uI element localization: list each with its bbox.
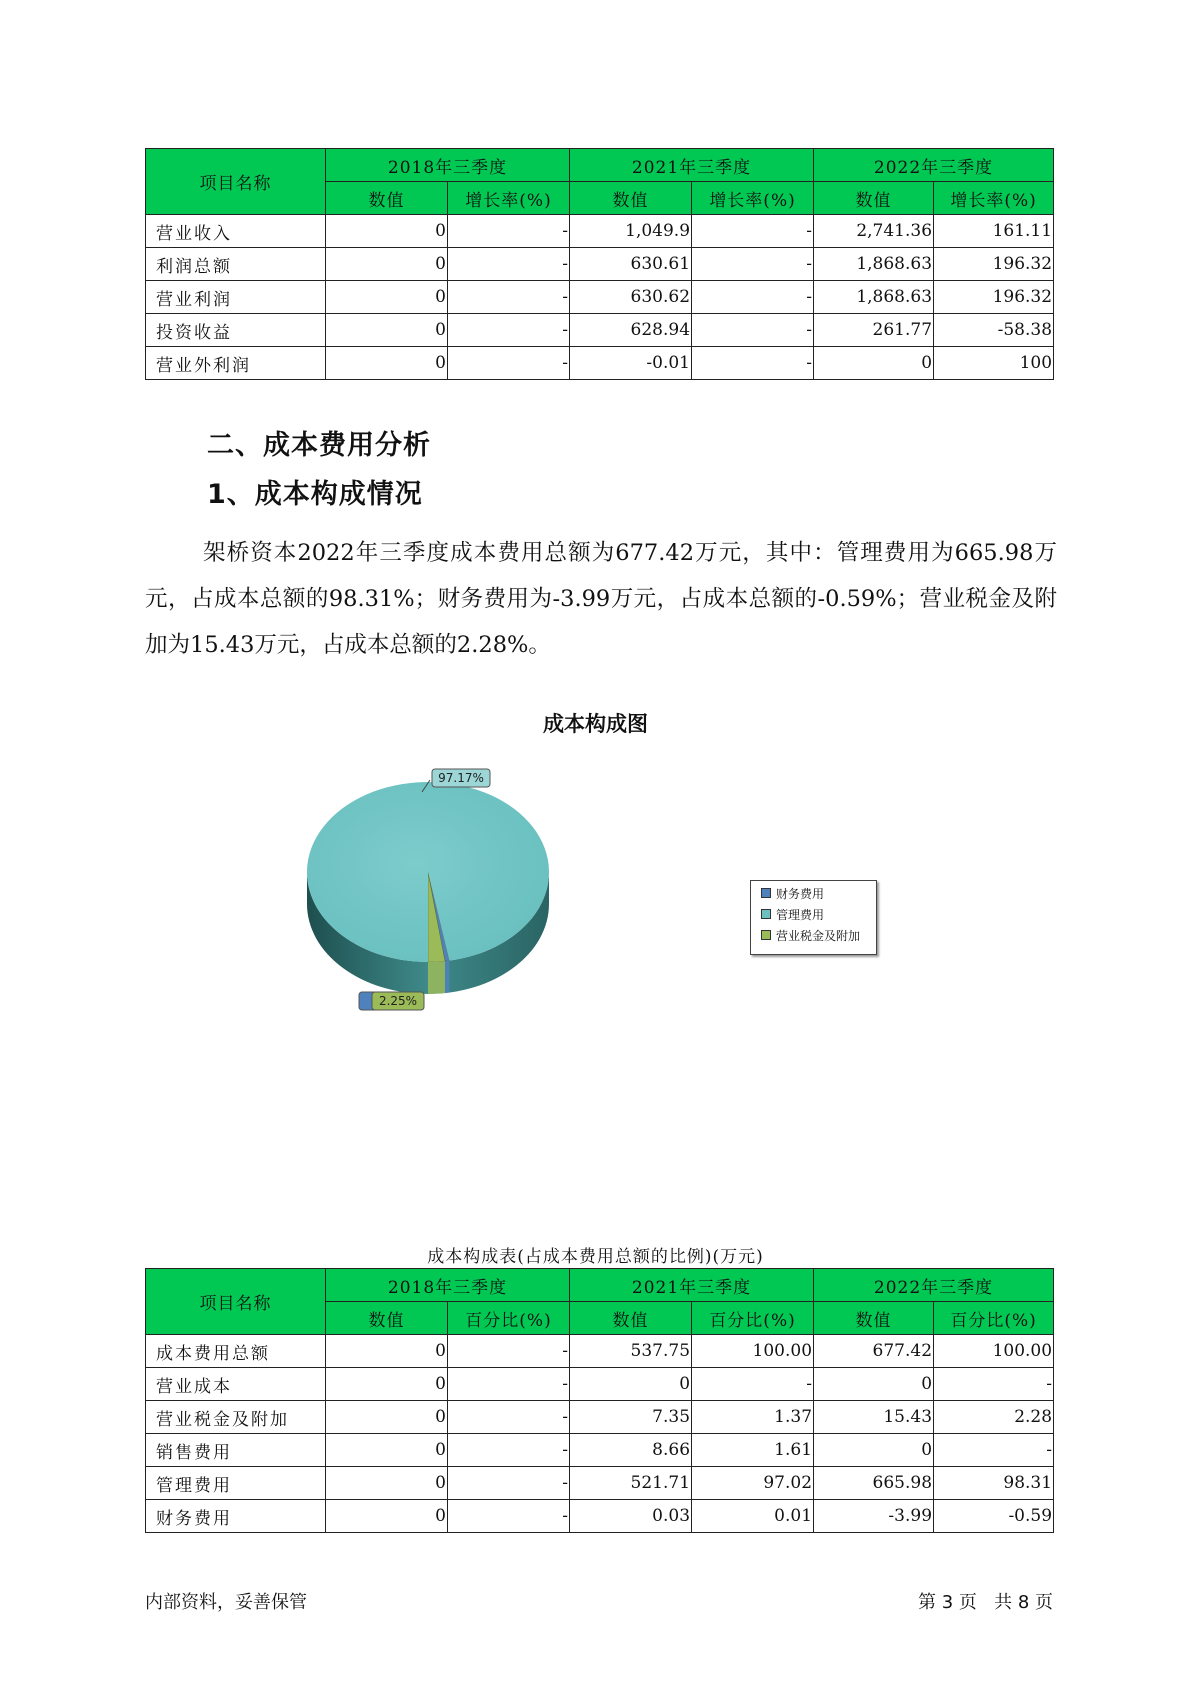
table-cell: - bbox=[448, 281, 570, 314]
table-cell: - bbox=[934, 1368, 1054, 1401]
table-cell: -0.01 bbox=[570, 347, 692, 380]
table-cell: 0 bbox=[326, 1467, 448, 1500]
table-cell: 8.66 bbox=[570, 1434, 692, 1467]
table-cell: 261.77 bbox=[814, 314, 934, 347]
table-cell: 0 bbox=[326, 1368, 448, 1401]
data-label: 2.25% bbox=[378, 994, 418, 1008]
row-label: 营业收入 bbox=[146, 215, 326, 248]
header-item-name: 项目名称 bbox=[146, 149, 326, 215]
table-cell: 665.98 bbox=[814, 1467, 934, 1500]
table-cell: 677.42 bbox=[814, 1335, 934, 1368]
table-cell: 2,741.36 bbox=[814, 215, 934, 248]
table-cell: 1,868.63 bbox=[814, 248, 934, 281]
header-pct: 百分比(%) bbox=[692, 1302, 814, 1335]
table-row bbox=[146, 215, 1054, 248]
table-cell: 2.28 bbox=[934, 1401, 1054, 1434]
legend-swatch bbox=[761, 909, 771, 919]
table-cell: 0 bbox=[326, 215, 448, 248]
footer-page-number: 第 3 页 共 8 页 bbox=[918, 1592, 1053, 1613]
table-row bbox=[146, 1467, 1054, 1500]
table-cell: - bbox=[448, 1368, 570, 1401]
row-label: 营业成本 bbox=[146, 1368, 326, 1401]
section-heading: 二、成本费用分析 bbox=[207, 430, 431, 461]
table-cell: - bbox=[448, 1401, 570, 1434]
table-row bbox=[146, 1335, 1054, 1368]
table-cell: 161.11 bbox=[934, 215, 1054, 248]
table-cell: 0 bbox=[326, 281, 448, 314]
row-label: 营业税金及附加 bbox=[146, 1401, 326, 1434]
header-period: 2021年三季度 bbox=[570, 1269, 814, 1302]
header-value: 数值 bbox=[326, 182, 448, 215]
cost-structure-table bbox=[145, 1268, 1054, 1533]
table-cell: 0.03 bbox=[570, 1500, 692, 1533]
table-cell: 0 bbox=[570, 1368, 692, 1401]
footer-confidential: 内部资料，妥善保管 bbox=[145, 1592, 307, 1613]
subsection-heading: 1、成本构成情况 bbox=[207, 479, 423, 510]
row-label: 营业外利润 bbox=[146, 347, 326, 380]
legend-label: 营业税金及附加 bbox=[776, 928, 861, 943]
legend-label: 管理费用 bbox=[776, 907, 825, 922]
table-cell: - bbox=[692, 314, 814, 347]
table-cell: - bbox=[448, 1434, 570, 1467]
table-cell: 97.02 bbox=[692, 1467, 814, 1500]
table-row bbox=[146, 1434, 1054, 1467]
table-cell: 98.31 bbox=[934, 1467, 1054, 1500]
table-cell: - bbox=[448, 248, 570, 281]
table-cell: 521.71 bbox=[570, 1467, 692, 1500]
header-value: 数值 bbox=[814, 1302, 934, 1335]
row-label: 利润总额 bbox=[146, 248, 326, 281]
pie-slice bbox=[307, 782, 549, 962]
table-cell: - bbox=[448, 314, 570, 347]
table-cell: 1.37 bbox=[692, 1401, 814, 1434]
table-cell: 196.32 bbox=[934, 248, 1054, 281]
header-period: 2022年三季度 bbox=[814, 1269, 1054, 1302]
table-cell: - bbox=[448, 1467, 570, 1500]
table-row bbox=[146, 281, 1054, 314]
summary-paragraph: 架桥资本2022年三季度成本费用总额为677.42万元，其中：管理费用为665.98万元，占成本总额的98.31%；财务费用为-3.99万元，占成本总额的-0.59%；营业税金及附加为15.43万元，占成本总额的2.28%。 bbox=[145, 540, 1057, 658]
pie-chart bbox=[0, 760, 1191, 1080]
legend-item bbox=[761, 905, 876, 923]
table-cell: -3.99 bbox=[814, 1500, 934, 1533]
chart-title: 成本构成图 bbox=[543, 712, 648, 736]
table-cell: - bbox=[448, 1335, 570, 1368]
table-cell: 0 bbox=[326, 1500, 448, 1533]
table-cell: 628.94 bbox=[570, 314, 692, 347]
legend-label: 财务费用 bbox=[776, 886, 825, 901]
table-row bbox=[146, 1401, 1054, 1434]
chart-legend bbox=[750, 880, 877, 955]
table-cell: 100 bbox=[934, 347, 1054, 380]
table-cell: -0.59 bbox=[934, 1500, 1054, 1533]
table-cell: -58.38 bbox=[934, 314, 1054, 347]
table-cell: - bbox=[448, 215, 570, 248]
row-label: 销售费用 bbox=[146, 1434, 326, 1467]
table-cell: - bbox=[448, 347, 570, 380]
table-cell: 0 bbox=[814, 347, 934, 380]
row-label: 财务费用 bbox=[146, 1500, 326, 1533]
table-cell: - bbox=[448, 1500, 570, 1533]
legend-item bbox=[761, 884, 876, 902]
table-row bbox=[146, 314, 1054, 347]
table-cell: 0 bbox=[326, 347, 448, 380]
table-cell: 0 bbox=[326, 314, 448, 347]
table-cell: 0 bbox=[326, 248, 448, 281]
row-label: 营业利润 bbox=[146, 281, 326, 314]
header-value: 数值 bbox=[570, 1302, 692, 1335]
table-cell: 1.61 bbox=[692, 1434, 814, 1467]
header-growth: 增长率(%) bbox=[692, 182, 814, 215]
financial-growth-table bbox=[145, 148, 1054, 380]
header-growth: 增长率(%) bbox=[934, 182, 1054, 215]
row-label: 管理费用 bbox=[146, 1467, 326, 1500]
table-caption: 成本构成表(占成本费用总额的比例)(万元) bbox=[427, 1247, 764, 1267]
data-label: 97.17% bbox=[438, 771, 484, 785]
header-item-name: 项目名称 bbox=[146, 1269, 326, 1335]
table-cell: - bbox=[692, 215, 814, 248]
header-period: 2018年三季度 bbox=[326, 149, 570, 182]
table-cell: 537.75 bbox=[570, 1335, 692, 1368]
row-label: 投资收益 bbox=[146, 314, 326, 347]
table-cell: 630.61 bbox=[570, 248, 692, 281]
table-cell: - bbox=[692, 347, 814, 380]
legend-swatch bbox=[761, 888, 771, 898]
table-row bbox=[146, 1500, 1054, 1533]
table-cell: 630.62 bbox=[570, 281, 692, 314]
row-label: 成本费用总额 bbox=[146, 1335, 326, 1368]
table-cell: 100.00 bbox=[692, 1335, 814, 1368]
header-period: 2022年三季度 bbox=[814, 149, 1054, 182]
legend-item bbox=[761, 926, 876, 944]
table-row bbox=[146, 248, 1054, 281]
header-period: 2021年三季度 bbox=[570, 149, 814, 182]
table-cell: 0.01 bbox=[692, 1500, 814, 1533]
header-value: 数值 bbox=[326, 1302, 448, 1335]
header-growth: 增长率(%) bbox=[448, 182, 570, 215]
table-cell: 1,868.63 bbox=[814, 281, 934, 314]
header-pct: 百分比(%) bbox=[448, 1302, 570, 1335]
table-cell: 0 bbox=[326, 1434, 448, 1467]
table-cell: 15.43 bbox=[814, 1401, 934, 1434]
table-cell: 0 bbox=[326, 1401, 448, 1434]
header-value: 数值 bbox=[570, 182, 692, 215]
table-cell: 0 bbox=[814, 1434, 934, 1467]
pie-slice-side bbox=[445, 961, 449, 994]
table-row bbox=[146, 347, 1054, 380]
table-row bbox=[146, 1368, 1054, 1401]
header-value: 数值 bbox=[814, 182, 934, 215]
header-period: 2018年三季度 bbox=[326, 1269, 570, 1302]
table-cell: 1,049.9 bbox=[570, 215, 692, 248]
pie-slice-side bbox=[428, 961, 445, 994]
header-pct: 百分比(%) bbox=[934, 1302, 1054, 1335]
table-cell: - bbox=[934, 1434, 1054, 1467]
table-cell: 100.00 bbox=[934, 1335, 1054, 1368]
table-cell: 7.35 bbox=[570, 1401, 692, 1434]
table-cell: - bbox=[692, 1368, 814, 1401]
table-cell: - bbox=[692, 281, 814, 314]
table-cell: 196.32 bbox=[934, 281, 1054, 314]
table-cell: 0 bbox=[326, 1335, 448, 1368]
table-cell: - bbox=[692, 248, 814, 281]
legend-swatch bbox=[761, 930, 771, 940]
table-cell: 0 bbox=[814, 1368, 934, 1401]
